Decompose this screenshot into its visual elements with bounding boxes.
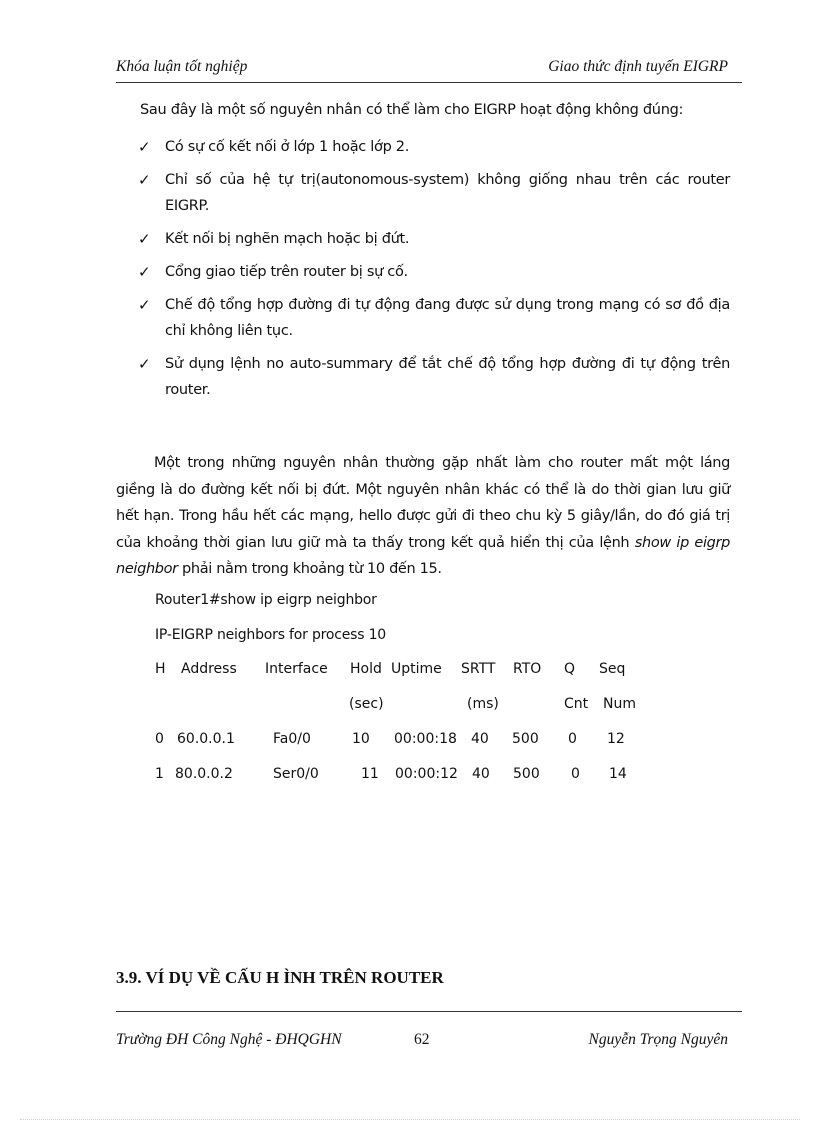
- page-header: [116, 58, 728, 80]
- checkmark-icon: ✓: [138, 171, 151, 189]
- cell: 1: [155, 766, 164, 782]
- col-subheader: (sec): [349, 696, 384, 712]
- col-header: Seq: [599, 661, 626, 677]
- cell: 12: [607, 731, 625, 747]
- header-title-left: Khóa luận tốt nghiệp: [116, 58, 248, 75]
- list-item-text: Có sự cố kết nối ở lớp 1 hoặc lớp 2.: [165, 139, 410, 155]
- col-header: Hold: [350, 661, 382, 677]
- checkmark-icon: ✓: [138, 355, 151, 373]
- cell: 00:00:18: [394, 731, 457, 747]
- paragraph-tail: phải nằm trong khoảng từ 10 đến 15.: [182, 561, 442, 577]
- intro-text: Sau đây là một số nguyên nhân có thể làm cho EIGRP hoạt động không đúng:: [140, 102, 684, 118]
- list-item-text: Chế độ tổng hợp đường đi tự động đang được sử dụng trong mạng có sơ đồ địa chỉ không liên tục.: [165, 297, 730, 339]
- list-item: [138, 259, 730, 285]
- col-subheader: Num: [603, 696, 636, 712]
- cell: 80.0.0.2: [175, 766, 233, 782]
- cell: 10: [352, 731, 370, 747]
- cell: Fa0/0: [273, 731, 311, 747]
- body-paragraph: [116, 450, 730, 583]
- page-footer: [116, 1031, 728, 1053]
- table-row: [155, 766, 655, 786]
- section-title: 3.9. VÍ DỤ VỀ CẤU H ÌNH TRÊN ROUTER: [116, 968, 444, 987]
- page-bottom-divider: [20, 1119, 800, 1120]
- footer-school: Trường ĐH Công Nghệ - ĐHQGHN: [116, 1031, 342, 1048]
- col-header: Q: [564, 661, 576, 677]
- table-subheader-row: [155, 696, 655, 716]
- cell: 0: [571, 766, 580, 782]
- footer-author: Nguyễn Trọng Nguyên: [588, 1031, 728, 1048]
- cell: 40: [471, 731, 489, 747]
- code-title-line: IP-EIGRP neighbors for process 10: [155, 627, 387, 643]
- footer-rule: [116, 1011, 742, 1012]
- code-command-line: Router1#show ip eigrp neighbor: [155, 592, 377, 608]
- col-subheader: (ms): [467, 696, 499, 712]
- list-item-text: Sử dụng lệnh no auto-summary để tắt chế độ tổng hợp đường đi tự động trên router.: [165, 356, 730, 398]
- checkmark-icon: ✓: [138, 230, 151, 248]
- col-header: Uptime: [391, 661, 442, 677]
- cell: 500: [513, 766, 540, 782]
- checkmark-icon: ✓: [138, 296, 151, 314]
- list-item: [138, 351, 730, 403]
- cell: 00:00:12: [395, 766, 458, 782]
- cause-list: [138, 134, 730, 410]
- col-header: Address: [181, 661, 237, 677]
- header-rule: [116, 82, 742, 83]
- list-item-text: Kết nối bị nghẽn mạch hoặc bị đứt.: [165, 231, 410, 247]
- table-header-row: [155, 661, 655, 681]
- cell: 0: [155, 731, 164, 747]
- paragraph-text: Một trong những nguyên nhân thường gặp nhất làm cho router mất một láng giềng là do đường kết nối bị đứt. Một nguyên nhân khác có thể là do thời gian lưu giữ hết hạn. Trong hầu hết các mạng, hello được gửi đi theo chu kỳ 5 giây/lần, do đó giá trị của khoảng thời gian lưu giữ mà ta thấy trong kết quả hiển thị của lệnh: [116, 455, 730, 551]
- list-item: [138, 167, 730, 219]
- col-subheader: Cnt: [564, 696, 589, 712]
- list-item-text: Chỉ số của hệ tự trị(autonomous-system) không giống nhau trên các router EIGRP.: [165, 172, 730, 214]
- checkmark-icon: ✓: [138, 138, 151, 156]
- list-item: [138, 292, 730, 344]
- list-item: [138, 226, 730, 252]
- cell: Ser0/0: [273, 766, 319, 782]
- col-header: Interface: [265, 661, 328, 677]
- cell: 11: [361, 766, 379, 782]
- inline-command: show ip eigrp neighbor: [116, 534, 731, 577]
- cell: 40: [472, 766, 490, 782]
- header-title-right: Giao thức định tuyến EIGRP: [548, 58, 728, 75]
- cell: 500: [512, 731, 539, 747]
- cell: 60.0.0.1: [177, 731, 235, 747]
- checkmark-icon: ✓: [138, 263, 151, 281]
- page-number: 62: [414, 1031, 430, 1048]
- table-row: [155, 731, 655, 751]
- col-header: RTO: [513, 661, 542, 677]
- cell: 0: [568, 731, 577, 747]
- col-header: SRTT: [461, 661, 496, 677]
- col-header: H: [155, 661, 166, 677]
- list-item-text: Cổng giao tiếp trên router bị sự cố.: [165, 264, 408, 280]
- cell: 14: [609, 766, 627, 782]
- list-item: [138, 134, 730, 160]
